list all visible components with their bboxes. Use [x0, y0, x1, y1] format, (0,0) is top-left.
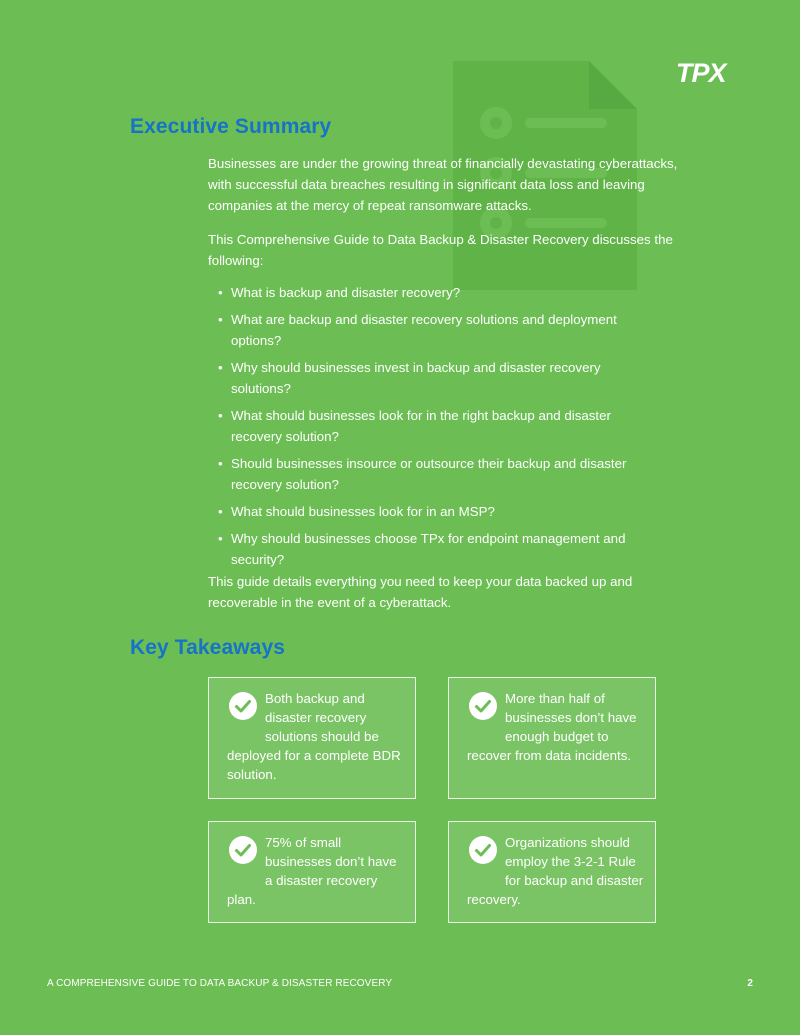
list-item: • What should businesses look for in the right backup and disaster recovery solution?: [208, 405, 648, 447]
takeaway-card: [208, 821, 416, 923]
takeaway-text: 75% of small businesses don’t have a disaster recovery plan.: [227, 835, 397, 907]
list-item: • Why should businesses invest in backup and disaster recovery solutions?: [208, 357, 648, 399]
list-item: • Should businesses insource or outsource their backup and disaster recovery solution?: [208, 453, 648, 495]
footer-title: A COMPREHENSIVE GUIDE TO DATA BACKUP & DISASTER RECOVERY: [47, 978, 393, 989]
page-number: 2: [747, 978, 753, 989]
intro-paragraph: Businesses are under the growing threat of financially devastating cyberattacks, with successful data breaches resulting in significant data loss and leaving companies at the mercy of repeat ransomware attacks.: [208, 156, 678, 213]
key-takeaways-title: Key Takeaways: [130, 636, 286, 659]
executive-summary-title: Executive Summary: [130, 115, 332, 138]
list-item: • Why should businesses choose TPx for endpoint management and security?: [208, 528, 648, 570]
takeaway-card: [448, 677, 656, 799]
takeaway-card: [448, 821, 656, 923]
closing-paragraph: This guide details everything you need to keep your data backed up and recoverable in the event of a cyberattack.: [208, 574, 633, 610]
page-footer: [47, 978, 753, 989]
topic-list: [208, 282, 648, 576]
takeaway-text: Both backup and disaster recovery solutions should be deployed for a complete BDR solution.: [227, 691, 401, 782]
list-item: • What should businesses look for in an MSP?: [208, 501, 648, 522]
list-item: • What are backup and disaster recovery solutions and deployment options?: [208, 309, 648, 351]
list-item: • What is backup and disaster recovery?: [208, 282, 648, 303]
takeaway-card: [208, 677, 416, 799]
takeaway-text: More than half of businesses don’t have enough budget to recover from data incidents.: [467, 691, 637, 763]
logo-text: TPX: [676, 59, 726, 85]
guide-paragraph: This Comprehensive Guide to Data Backup & Disaster Recovery discusses the following:: [208, 232, 673, 268]
tpx-logo: [676, 59, 752, 85]
takeaway-text: Organizations should employ the 3-2-1 Rule for backup and disaster recovery.: [467, 835, 644, 907]
